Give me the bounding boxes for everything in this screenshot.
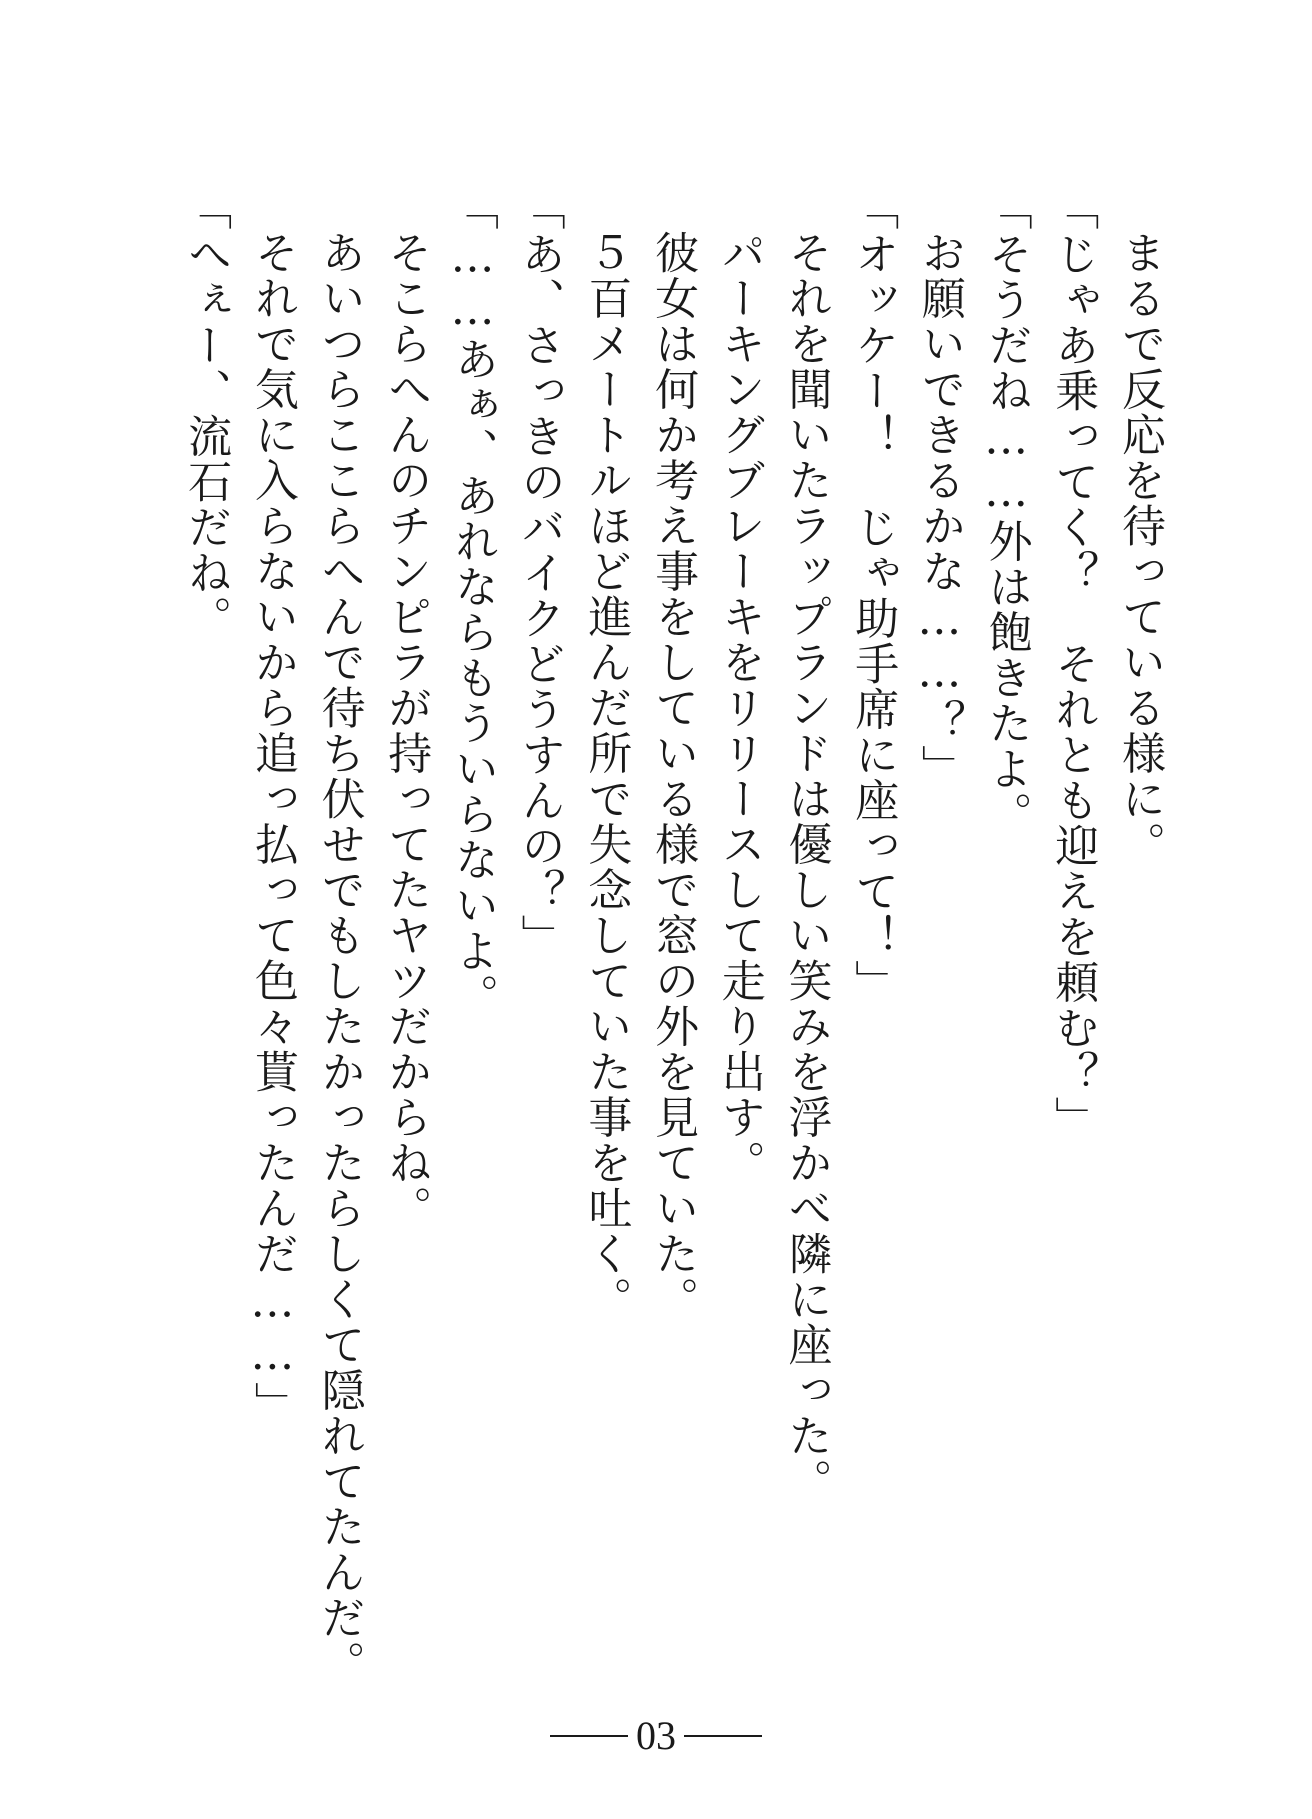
text-line: パーキングブレーキをリリースして走り出す。 [713,230,765,1186]
right-rule [684,1735,762,1737]
text-line: 彼女は何か考え事をしている様で窓の外を見ていた。 [647,230,699,1322]
page-number-footer [0,1712,1312,1759]
text-line: 「……あぁ、あれならもういらないよ。 [446,186,498,1019]
text-line: お願いできるかな……？」 [913,230,965,790]
text-line: 「じゃあ乗ってく？ それとも迎えを頼む？」 [1047,186,1099,1142]
text-line: そこらへんのチンピラが持ってたヤツだからね。 [380,230,432,1231]
page-number: 03 [636,1713,676,1758]
text-line: それで気に入らないから追っ払って色々貰ったんだ……」 [246,230,298,1427]
text-line: 「オッケー！ じゃ助手席に座って！」 [847,186,899,1005]
text-line: あいつらここらへんで待ち伏せでもしたかったらしくて隠れてたんだ。 [313,230,365,1686]
text-line: 「へぇー、流石だね。 [180,186,232,641]
vertical-text-block [172,186,1172,1686]
text-line: ５百メートルほど進んだ所で失念していた事を吐く。 [580,230,632,1322]
text-line: まるで反応を待っている様に。 [1114,230,1165,867]
text-line: それを聞いたラップランドは優しい笑みを浮かべ隣に座った。 [780,230,832,1504]
text-line: 「そうだね……外は飽きたよ。 [980,186,1032,837]
text-line: 「あ、さっきのバイクどうすんの？」 [513,186,565,960]
left-rule [550,1735,628,1737]
